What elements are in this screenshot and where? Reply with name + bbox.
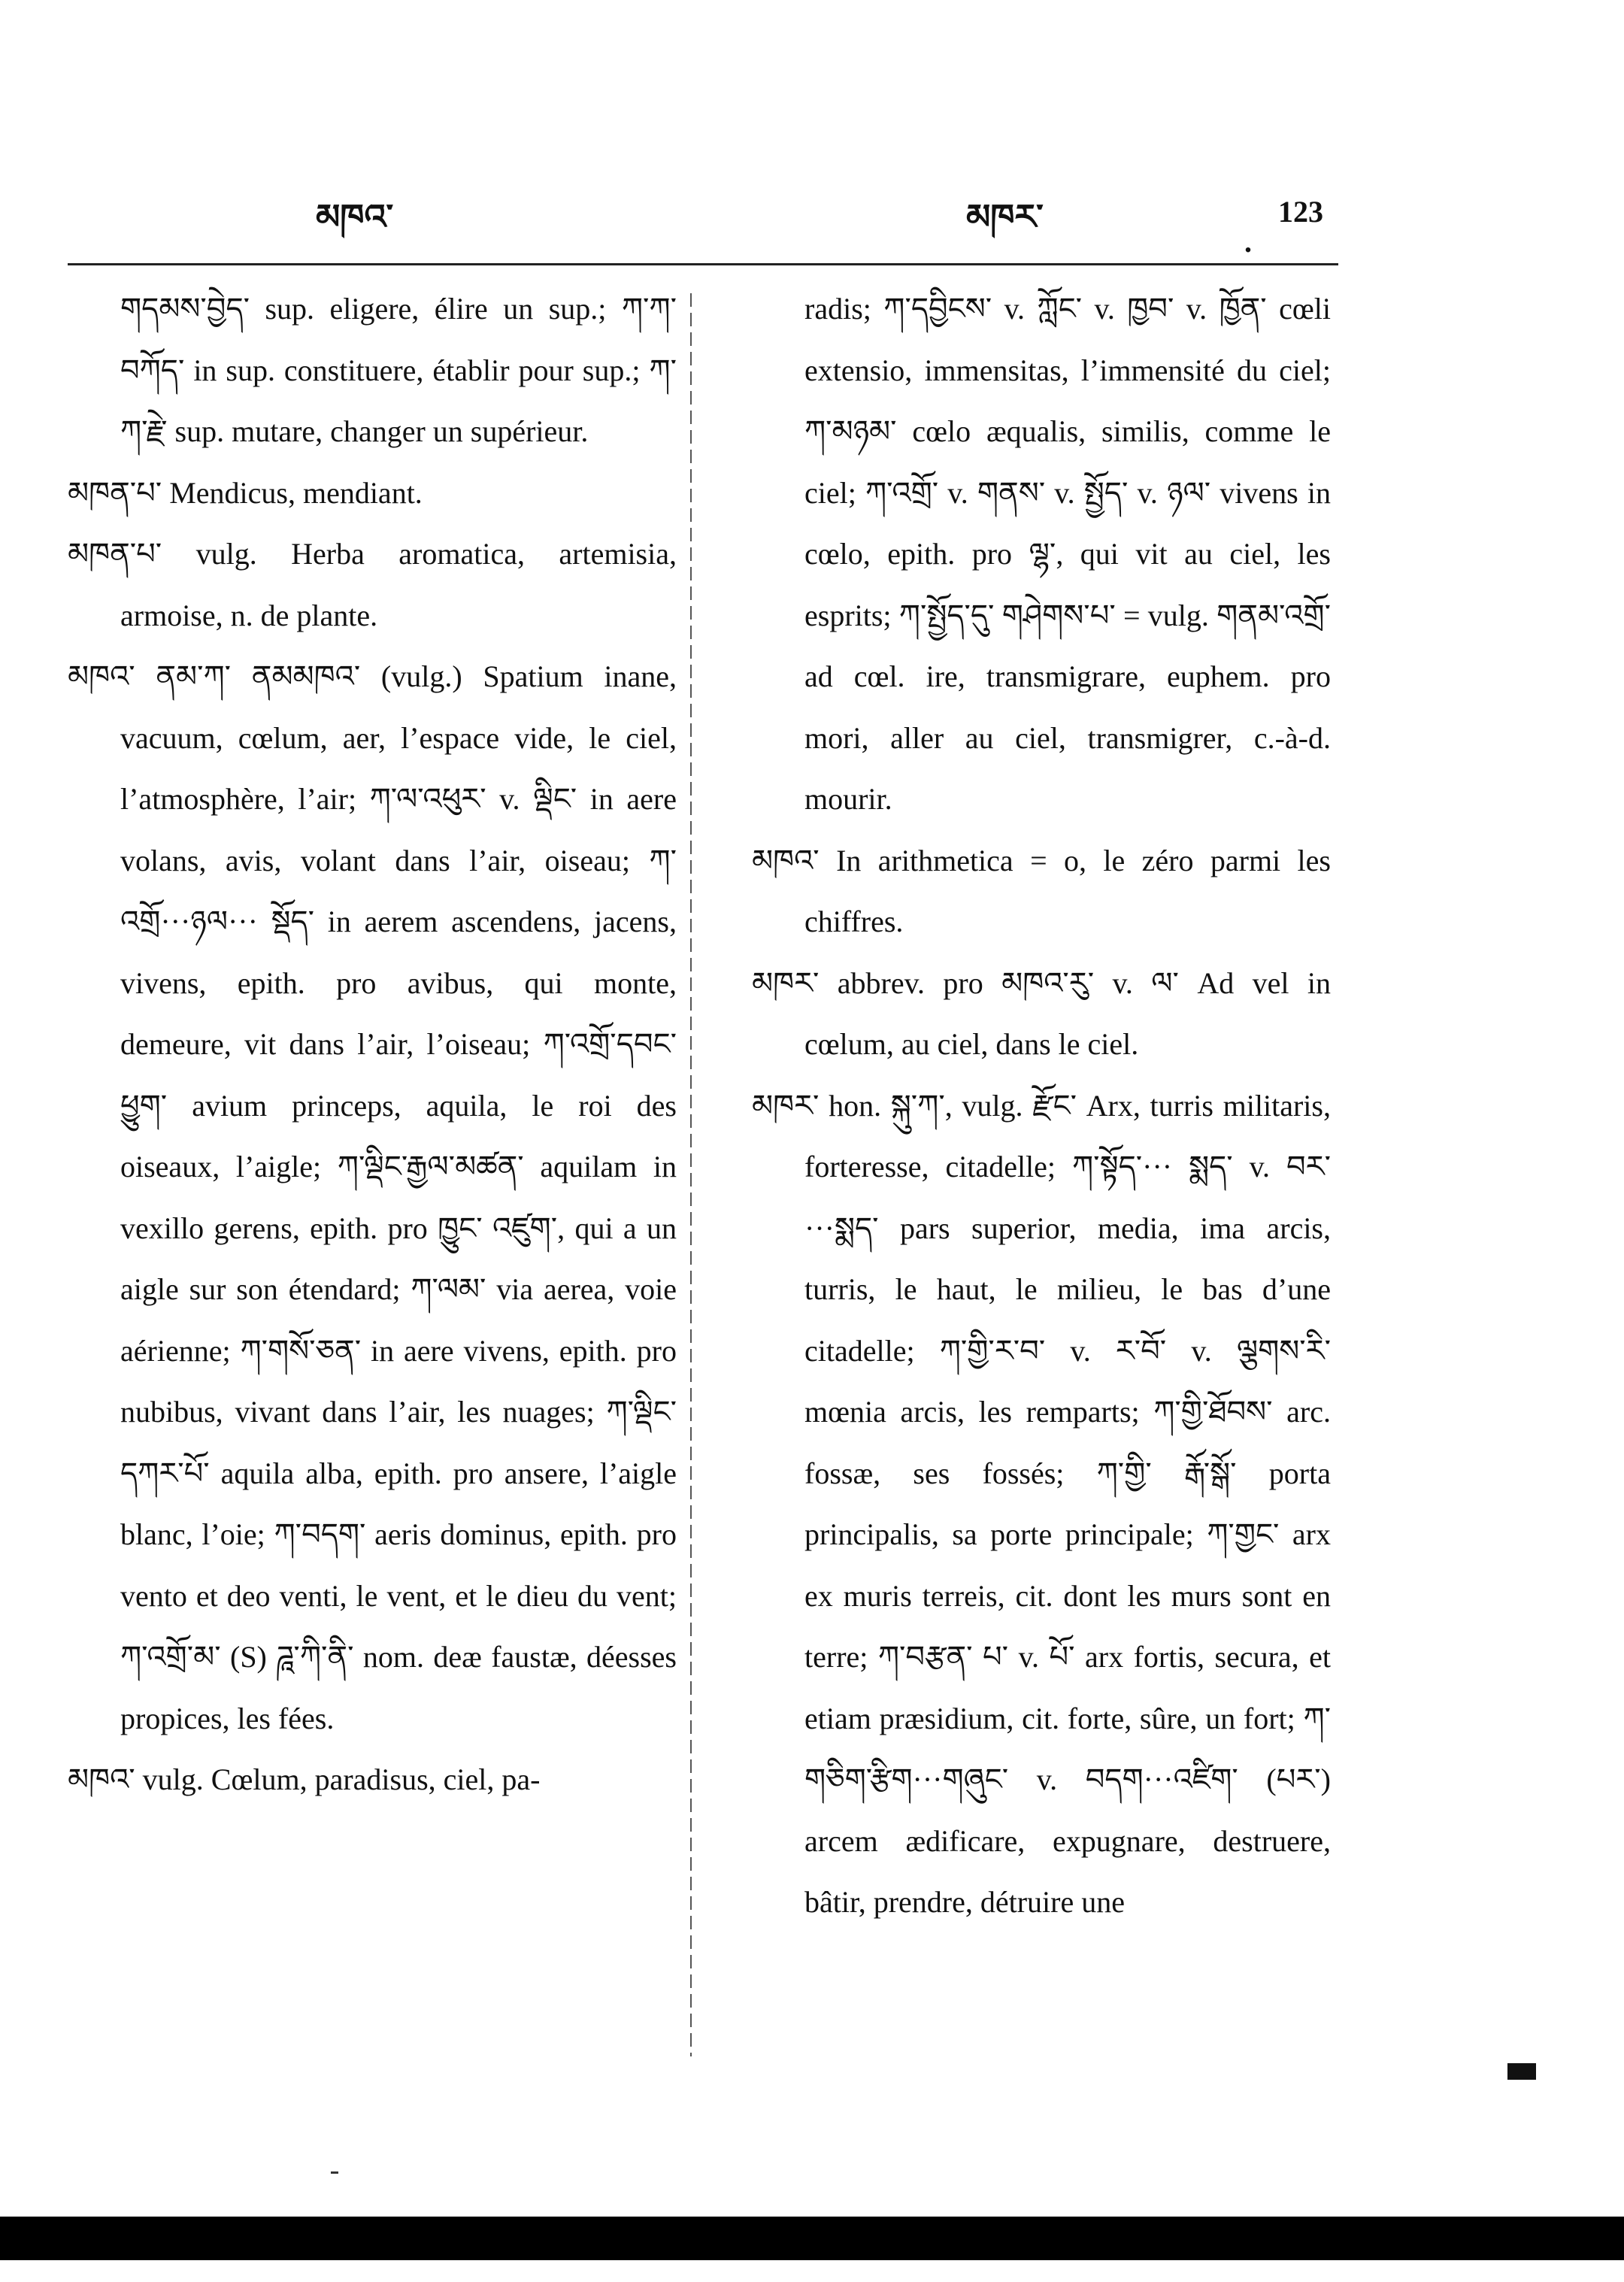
entry-mkhan-pa-1: མཁན་པ་ Mendicus, mendiant.: [68, 475, 423, 510]
scan-speck: [331, 2171, 338, 2174]
entry-continuation-right: radis; ཀ་དབྱིངས་ v. ཀློང་ v. ཁྱབ་ v. ཁྱོན་ cœli extensio, immensitas, l’immensité du ciel; ཀ་མཉམ་ cœlo æqualis, similis, comme le ciel; ཀ་འགྲོ་ v. གནས་ v. སྤྱོད་ v. ཉལ་ vivens in cœlo, epith. pro ལྷ་, qui vit au ciel, les esprits; ཀ་སྤྱོད་དུ་ གཤེགས་པ་ = vulg. གནམ་འགྲོ་ ad cœl. ire, transmigrare, euphem. pro mori, aller au ciel, transmigrer, c.-à-d. mourir.: [804, 292, 1331, 816]
entry-mkha-arithmetic: མཁའ་ In arithmetica = o, le zéro parmi les chiffres.: [752, 843, 1331, 938]
entry-mkhan-pa-2: མཁན་པ་ vulg. Herba aromatica, artemisia, armoise, n. de plante.: [68, 537, 677, 632]
entry-mkhar-arx: མཁར་ hon. སྐུ་ཀ་, vulg. རྫོང་ Arx, turris militaris, forteresse, citadelle; ཀ་སྟོད་··· སྨད་ v. བར་···སྨད་ pars superior, media, ima arcis, turris, le haut, le milieu, le bas d’une citadelle; ཀ་གྱི་ར་བ་ v. ར་བོ་ v. ལྕགས་རི་ mœnia arcis, les remparts; ཀ་གྱི་ཐོབས་ arc. fossæ, ses fossés; ཀ་གྱི་ རྒོ་སྒོ་ porta principalis, sa porte principale; ཀ་གྱང་ arx ex muris terreis, cit. dont les murs sont en terre; ཀ་བརྩན་ པ་ v. པོ་ arx fortis, secura, et etiam præsidium, cit. forte, sûre, un fort; ཀ་ གཅིག་རྩིག···གཞུང་ v. བདག···འཛིག་ (པར་) arcem ædificare, expugnare, destruere, bâtir, prendre, détruire une: [752, 1088, 1331, 1919]
header-dot: .: [1244, 225, 1252, 259]
page-number: 123: [1278, 195, 1323, 229]
right-running-headword: མཁར་: [966, 196, 1044, 237]
right-column: [752, 278, 1331, 1933]
left-column: [68, 278, 677, 1811]
entry-mkha-1: མཁའ་ ནམ་ཀ་ ནམམཁའ་ (vulg.) Spatium inane, vacuum, cœlum, aer, l’espace vide, le ciel, l’atmosphère, l’air; ཀ་ལ་འཕུར་ v. ལྡིང་ in aere volans, avis, volant dans l’air, oiseau; ཀ་འགྲོ···ཉལ··· སྡོད་ in aerem ascendens, jacens, vivens, epith. pro avibus, qui monte, demeure, vit dans l’air, l’oiseau; ཀ་འགྲོ་དབང་ ཕྱུག་ avium princeps, aquila, le roi des oiseaux, l’aigle; ཀ་ལྡིང་རྒྱལ་མཚན་ aquilam in vexillo gerens, epith. pro ཁྱུང་ འཛུག་, qui a un aigle sur son étendard; ཀ་ལམ་ via aerea, voie aérienne; ཀ་གསོ་ཅན་ in aere vivens, epith. pro nubibus, vivant dans l’air, les nuages; ཀ་ལྡིང་དཀར་པོ་ aquila alba, epith. pro ansere, l’aigle blanc, l’oie; ཀ་བདག་ aeris dominus, epith. pro vento et deo venti, le vent, et le dieu du vent; ཀ་འགྲོ་མ་ (S) ཌཱ་ཀི་ནི་ nom. deæ faustæ, déesses propices, les fées.: [68, 659, 677, 1735]
entry-mkha-2: མཁའ་ vulg. Cœlum, paradisus, ciel, pa-: [68, 1762, 541, 1796]
scan-bottom-bar: [0, 2217, 1624, 2260]
left-running-headword: མཁའ་: [316, 196, 394, 237]
entry-continuation: གདམས་བྱེད་ sup. eligere, élire un sup.; ཀ་ཀ་བཀོད་ in sup. constituere, établir pour sup.; ཀ་ཀ་རྗེ་ sup. mutare, changer un supérieur.: [120, 292, 677, 448]
entry-mkhar-abbrev: མཁར་ abbrev. pro མཁའ་རུ་ v. ལ་ Ad vel in cœlum, au ciel, dans le ciel.: [752, 965, 1331, 1061]
header-rule: [68, 263, 1338, 265]
margin-mark: [1507, 2063, 1536, 2080]
column-divider: [690, 293, 692, 2056]
